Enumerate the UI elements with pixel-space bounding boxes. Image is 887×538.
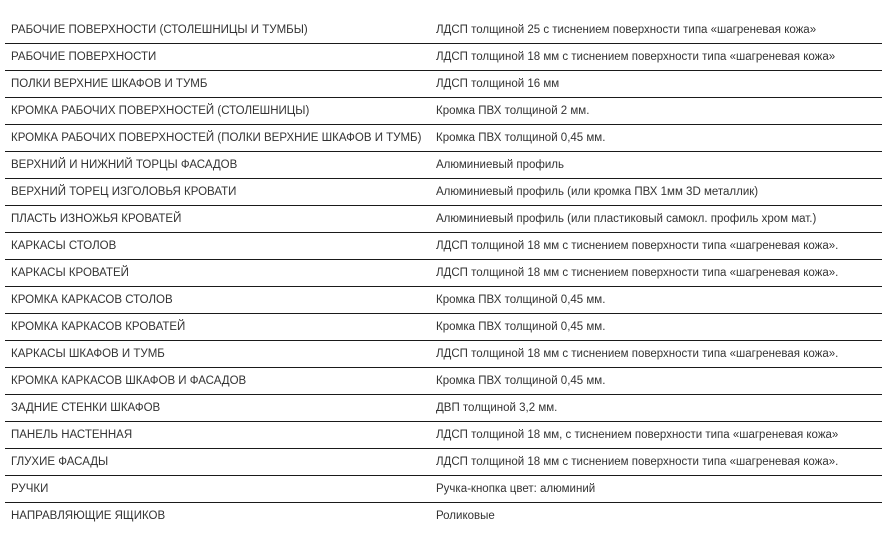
spec-value-cell: Ручка-кнопка цвет: алюминий: [431, 476, 882, 503]
table-row: [5, 71, 882, 98]
spec-value-cell: Роликовые: [436, 510, 495, 522]
table-row: [5, 206, 882, 233]
spec-name-cell: КАРКАСЫ ШКАФОВ И ТУМБ: [5, 341, 431, 368]
spec-value-cell: Алюминиевый профиль (или кромка ПВХ 1мм 3D металлик): [431, 179, 882, 206]
table-row: [5, 449, 882, 476]
table-row: [5, 368, 882, 395]
spec-name-cell: КРОМКА КАРКАСОВ ШКАФОВ И ФАСАДОВ: [5, 368, 431, 395]
spec-name-cell: КРОМКА КАРКАСОВ СТОЛОВ: [5, 287, 431, 314]
table-row: [5, 152, 882, 179]
spec-name-cell: РУЧКИ: [5, 476, 431, 503]
spec-value-cell: ЛДСП толщиной 18 мм с тиснением поверхности типа «шагреневая кожа»: [431, 44, 882, 71]
spec-name-cell: КАРКАСЫ СТОЛОВ: [5, 233, 431, 260]
spec-name-cell: КАРКАСЫ КРОВАТЕЙ: [5, 260, 431, 287]
spec-value-cell: ЛДСП толщиной 18 мм, с тиснением поверхности типа «шагреневая кожа»: [431, 422, 882, 449]
spec-name-cell: ГЛУХИЕ ФАСАДЫ: [5, 449, 431, 476]
spec-value-cell: ЛДСП толщиной 18 мм с тиснением поверхности типа «шагреневая кожа».: [431, 233, 882, 260]
spec-name-cell: ПОЛКИ ВЕРХНИЕ ШКАФОВ И ТУМБ: [5, 71, 431, 98]
spec-name-cell: ВЕРХНИЙ И НИЖНИЙ ТОРЦЫ ФАСАДОВ: [5, 152, 431, 179]
table-row: [5, 98, 882, 125]
table-row: [5, 422, 882, 449]
table-row: [5, 341, 882, 368]
spec-value-cell: Алюминиевый профиль: [431, 152, 882, 179]
spec-name-cell: КРОМКА РАБОЧИХ ПОВЕРХНОСТЕЙ (ПОЛКИ ВЕРХНИЕ ШКАФОВ И ТУМБ): [5, 125, 431, 152]
spec-value-cell: ЛДСП толщиной 16 мм: [431, 71, 882, 98]
spec-name-cell: ПАНЕЛЬ НАСТЕННАЯ: [5, 422, 431, 449]
table-row: [5, 287, 882, 314]
spec-value-cell: ЛДСП толщиной 18 мм с тиснением поверхности типа «шагреневая кожа».: [431, 260, 882, 287]
spec-value-cell: ЛДСП толщиной 25 с тиснением поверхности типа «шагреневая кожа»: [431, 17, 882, 44]
spec-value-cell: Алюминиевый профиль (или пластиковый самокл. профиль хром мат.): [431, 206, 882, 233]
spec-value-cell: ЛДСП толщиной 18 мм с тиснением поверхности типа «шагреневая кожа».: [431, 449, 882, 476]
specifications-table-body: [5, 17, 882, 529]
spec-name-cell: КРОМКА РАБОЧИХ ПОВЕРХНОСТЕЙ (СТОЛЕШНИЦЫ): [5, 98, 431, 125]
spec-value-cell: Кромка ПВХ толщиной 0,45 мм.: [431, 368, 882, 395]
table-row: [5, 503, 882, 530]
table-row: [5, 179, 882, 206]
spec-value-cell: ДВП толщиной 3,2 мм.: [431, 395, 882, 422]
spec-name-cell: КРОМКА КАРКАСОВ КРОВАТЕЙ: [5, 314, 431, 341]
spec-name-cell: ПЛАСТЬ ИЗНОЖЬЯ КРОВАТЕЙ: [5, 206, 431, 233]
spec-value-cell: Кромка ПВХ толщиной 0,45 мм.: [431, 314, 882, 341]
table-row: [5, 233, 882, 260]
table-row: [5, 476, 882, 503]
spec-name-cell: РАБОЧИЕ ПОВЕРХНОСТИ: [5, 44, 431, 71]
spec-value-cell: ЛДСП толщиной 18 мм с тиснением поверхности типа «шагреневая кожа».: [431, 341, 882, 368]
spec-name-cell: ЗАДНИЕ СТЕНКИ ШКАФОВ: [5, 395, 431, 422]
specifications-table: [5, 17, 882, 529]
table-row: [5, 260, 882, 287]
spec-value-cell: Кромка ПВХ толщиной 0,45 мм.: [431, 287, 882, 314]
table-row: [5, 44, 882, 71]
table-row: [5, 314, 882, 341]
spec-value-cell: Кромка ПВХ толщиной 0,45 мм.: [431, 125, 882, 152]
spec-value-cell: Кромка ПВХ толщиной 2 мм.: [431, 98, 882, 125]
table-row: [5, 395, 882, 422]
spec-name-cell: НАПРАВЛЯЮЩИЕ ЯЩИКОВ: [11, 510, 166, 522]
table-row: [5, 17, 882, 44]
table-row: [5, 125, 882, 152]
spec-name-cell: ВЕРХНИЙ ТОРЕЦ ИЗГОЛОВЬЯ КРОВАТИ: [5, 179, 431, 206]
spec-name-cell: РАБОЧИЕ ПОВЕРХНОСТИ (СТОЛЕШНИЦЫ И ТУМБЫ): [5, 17, 431, 44]
